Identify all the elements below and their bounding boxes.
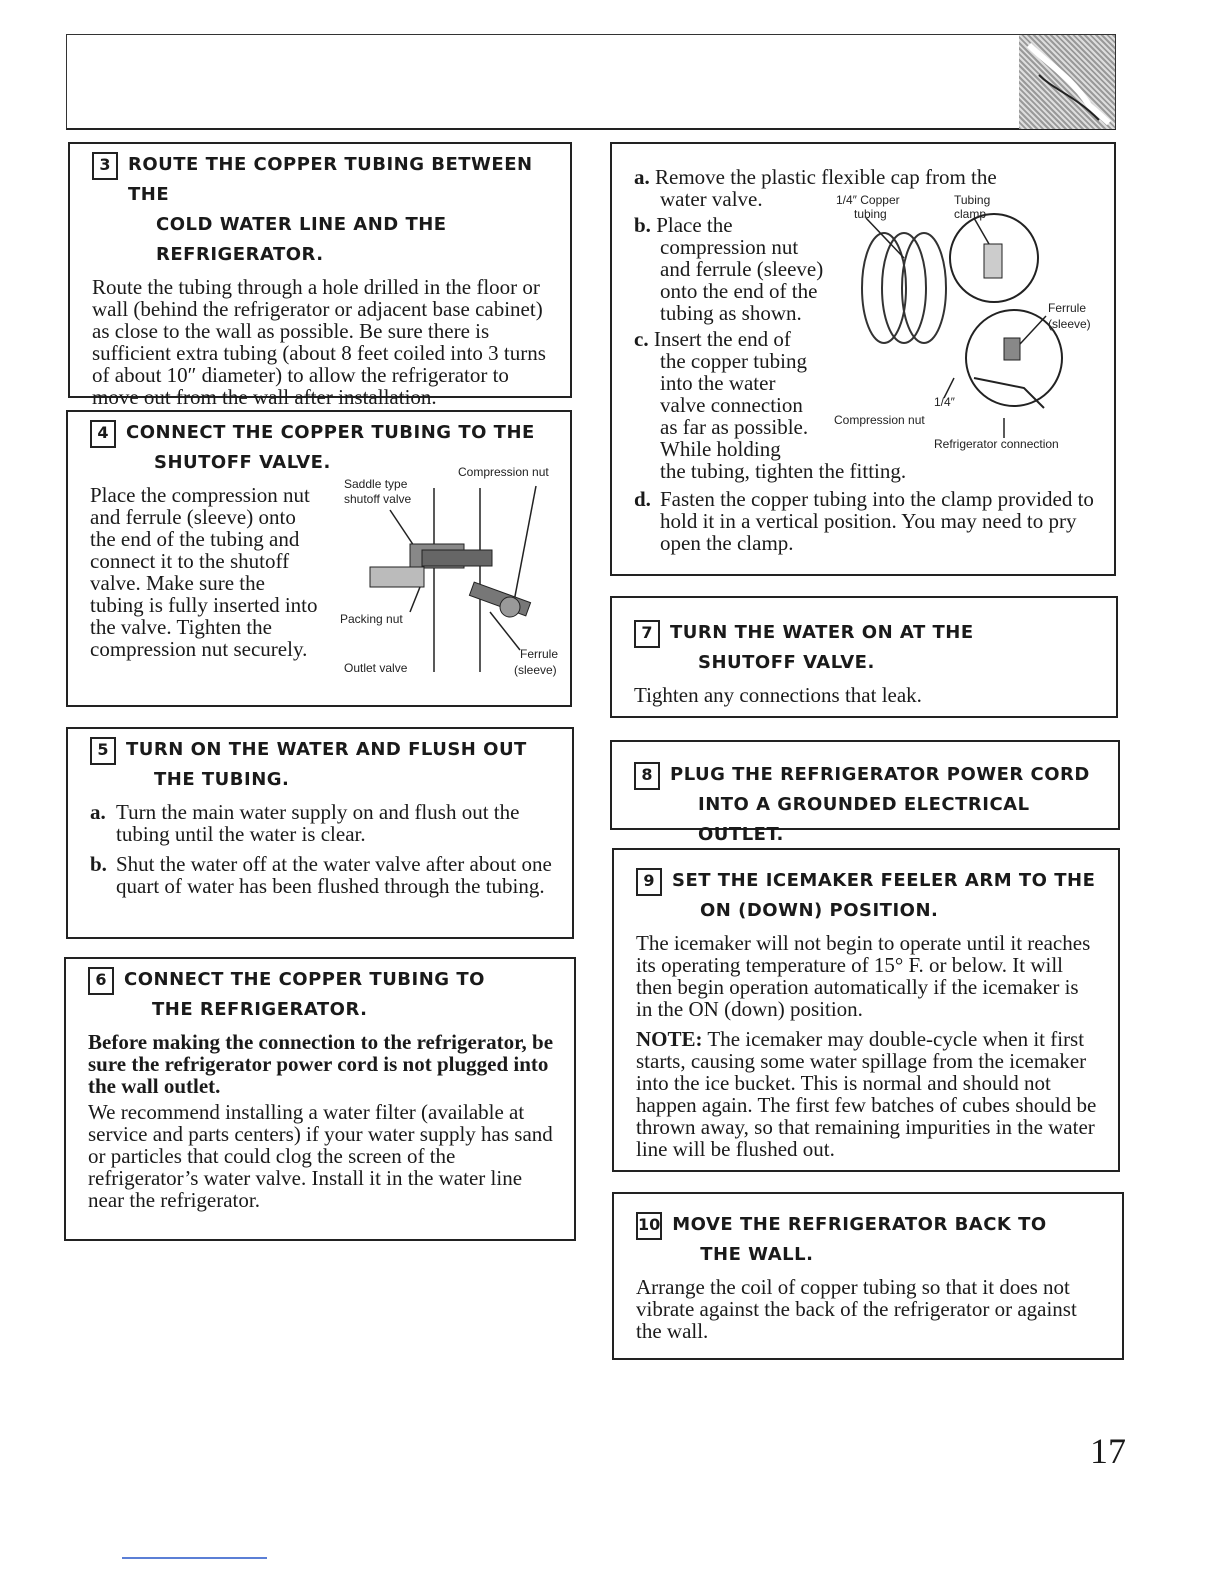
hand-illustration — [1019, 35, 1115, 129]
step-title: MOVE THE REFRIGERATOR BACK TO THE WALL. — [672, 1214, 1047, 1265]
step-number: 10 — [636, 1212, 662, 1240]
step-title: TURN ON THE WATER AND FLUSH OUT THE TUBING. — [126, 739, 527, 790]
shutoff-valve-diagram — [330, 462, 570, 692]
top-banner — [66, 34, 1116, 130]
label-copper: 1/4″ Copper — [836, 193, 900, 207]
label-outlet: Outlet valve — [344, 661, 408, 675]
label-refconn: Refrigerator connection — [934, 437, 1059, 451]
step-5-box — [66, 727, 574, 939]
footer-divider — [122, 1557, 267, 1559]
step-body: Route the tubing through a hole drilled in the floor or wall (behind the refrigerator or adjacent base cabinet) as close to the wall as possible. Be sure there is sufficient extra tubing (about 8 feet coiled into 3 turns of about 10″ diameter) to allow the refrigerator to move out from the wall after installation. — [92, 275, 546, 409]
step-number: 6 — [88, 967, 114, 995]
note-text: NOTE: The icemaker may double-cycle when it first starts, causing some water spillage from the icemaker into the ice bucket. This is normal and should not happen again. The first few batches of cubes should be thrown away, so that remaining impurities in the water line will be flushed out. — [636, 1027, 1097, 1161]
step-title: SET THE ICEMAKER FEELER ARM TO THE ON (DOWN) POSITION. — [672, 870, 1096, 921]
step-number: 9 — [636, 868, 662, 896]
label-tubing: tubing — [854, 207, 887, 221]
step-body: Tighten any connections that leak. — [634, 683, 922, 707]
step-8-box — [610, 740, 1120, 845]
step-7-box — [610, 596, 1118, 718]
step-number: 4 — [90, 420, 116, 448]
step-title: CONNECT THE COPPER TUBING TO THE REFRIGERATOR. — [124, 969, 485, 1020]
step-number: 7 — [634, 620, 660, 648]
step-number: 8 — [634, 762, 660, 790]
step-body: The icemaker will not begin to operate until it reaches its operating temperature of 15° F. or below. It will then begin operation automatically if the icemaker is in the ON (down) position. — [636, 931, 1091, 1021]
label-ferrule: Ferrule — [520, 647, 559, 661]
label-ferrule: Ferrule — [1048, 301, 1087, 315]
step-title: CONNECT THE COPPER TUBING TO THE SHUTOFF VALVE. — [126, 422, 535, 473]
label-packing: Packing nut — [340, 612, 403, 626]
warning-text: Before making the connection to the refrigerator, be sure the refrigerator power cord is not plugged into the wall outlet. — [88, 1030, 554, 1098]
list-item: a. Turn the main water supply on and flush out the tubing until the water is clear. — [90, 800, 520, 846]
label-quarter: 1/4″ — [934, 395, 955, 409]
valve-connection-box: a. Remove the plastic flexible cap from the water valve. b. Place the compression nut and ferrule (sleeve) onto the end of the tubing as shown. c. Insert the end of the copper tubing into the water valve connection as far as possible. While holding the tubing, tighten the fitting. d. Fasten the copper tubing into the clamp provided to hold it in a vertical position. You may need to pry open the clamp. 1/4″ Copper tubing Tubing clamp Ferrule (sleeve) 1/4″ Compression nut Refrigerator connection — [610, 142, 1116, 576]
step-title: ROUTE THE COPPER TUBING BETWEEN THE COLD WATER LINE AND THE REFRIGERATOR. — [128, 154, 533, 265]
step-3-box — [68, 142, 572, 409]
step-title: PLUG THE REFRIGERATOR POWER CORD INTO A GROUNDED ELECTRICAL OUTLET. — [670, 764, 1090, 845]
step-body: Arrange the coil of copper tubing so that it does not vibrate against the back of the refrigerator or against the wall. — [636, 1275, 1077, 1343]
label-clamp-1: Tubing — [954, 193, 991, 207]
step-number: 5 — [90, 737, 116, 765]
label-compression: Compression nut — [458, 465, 549, 479]
step-body: We recommend installing a water filter (available at service and parts centers) if your water supply has sand or particles that could clog the screen of the refrigerator’s water valve. Install it in the water line near the refrigerator. — [88, 1100, 553, 1212]
step-body: Place the compression nut and ferrule (sleeve) onto the end of the tubing and connect it to the shutoff valve. Make sure the tubing is fully inserted into the valve. Tighten the compression nut securely. — [90, 483, 318, 661]
step-title: TURN THE WATER ON AT THE SHUTOFF VALVE. — [670, 622, 974, 673]
step-number: 3 — [92, 152, 118, 180]
label-clamp-2: clamp — [954, 207, 987, 221]
step-6-box — [64, 957, 576, 1241]
step-4-box — [66, 410, 572, 707]
list-item: b. Shut the water off at the water valve after about one quart of water has been flushed through the tubing. — [90, 852, 552, 898]
page-number: 17 — [1090, 1431, 1126, 1471]
step-10-box — [612, 1192, 1124, 1360]
label-saddle: Saddle type — [344, 477, 408, 491]
step-9-box — [612, 848, 1120, 1172]
label-compression: Compression nut — [834, 413, 925, 427]
label-sleeve: (sleeve) — [514, 663, 557, 677]
label-sleeve: (sleeve) — [1048, 317, 1091, 331]
label-shutoff: shutoff valve — [344, 492, 412, 506]
water-valve-diagram — [824, 188, 1114, 458]
